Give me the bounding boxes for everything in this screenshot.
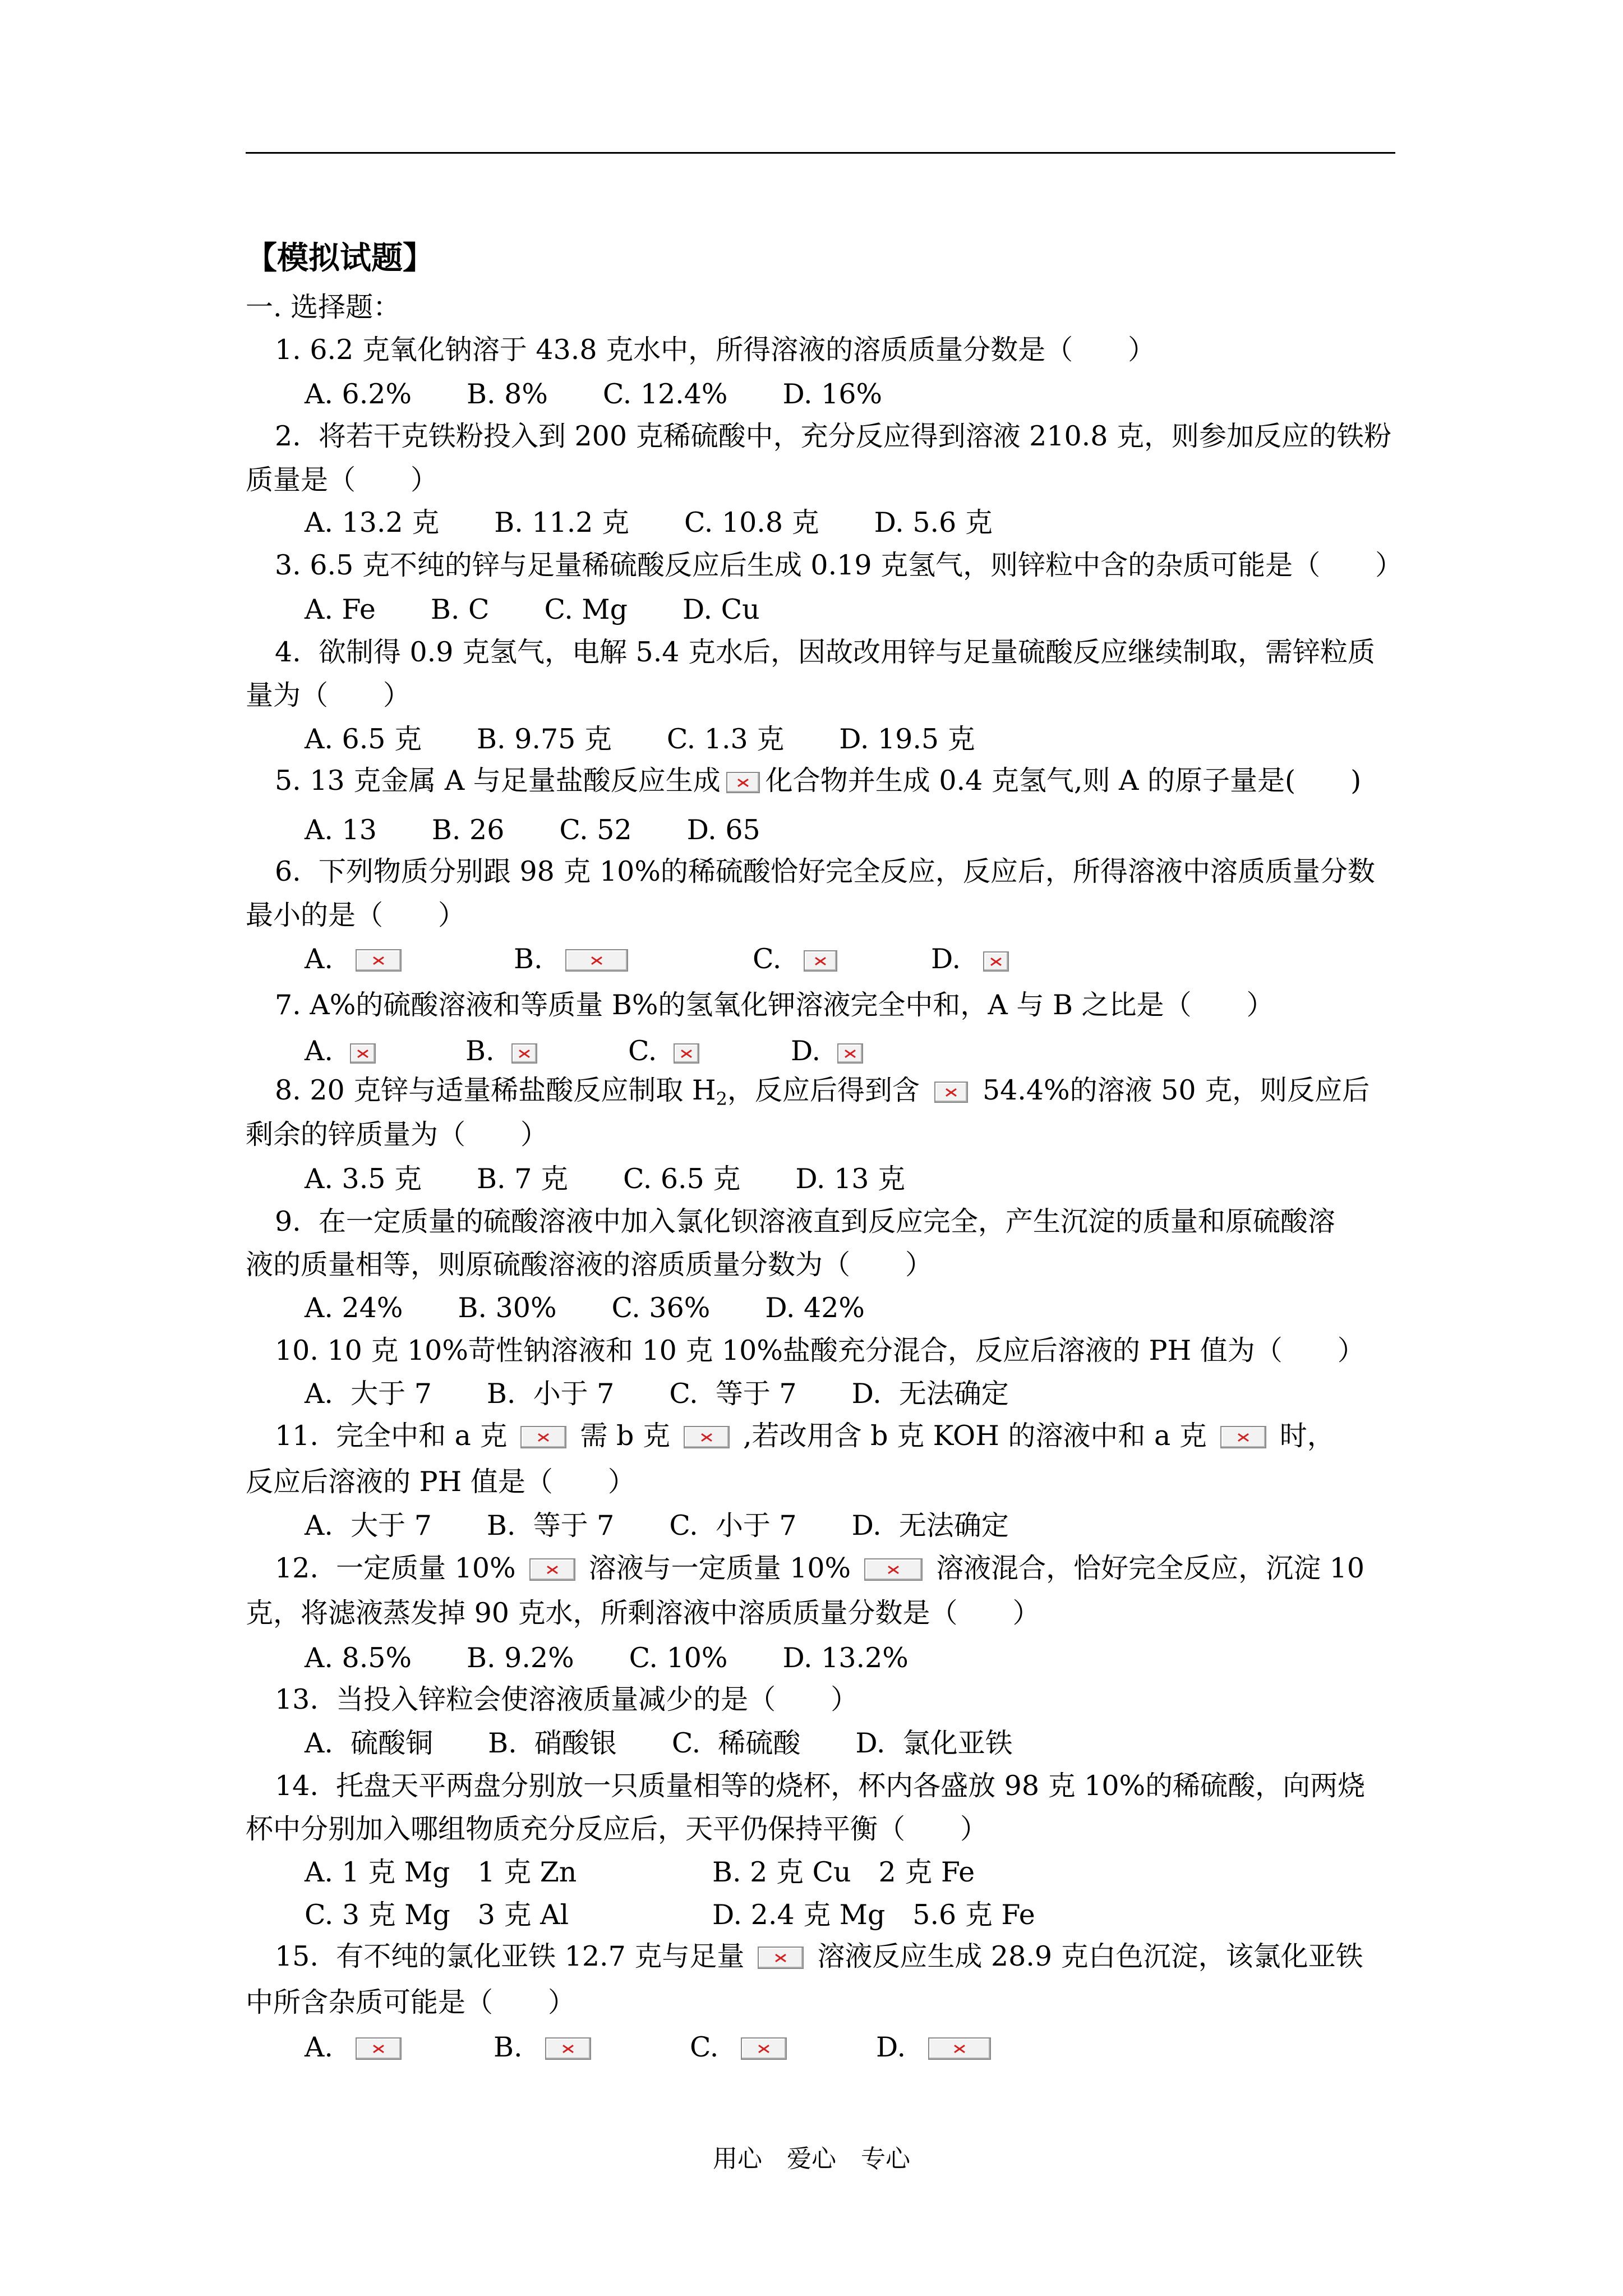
broken-image-icon <box>804 950 837 972</box>
broken-image-icon <box>934 1082 968 1103</box>
question-13-options: A. 硫酸铜 B. 硝酸银 C. 稀硫酸 D. 氯化亚铁 <box>305 1727 1013 1759</box>
broken-image-icon <box>983 951 1009 972</box>
question-6-option-a: A. <box>305 942 407 976</box>
question-3-stem: 3. 6.5 克不纯的锌与足量稀硫酸反应后生成 0.19 克氢气，则锌粒中含的杂质可能是（ ） <box>275 549 1403 581</box>
question-7-stem: 7. A%的硫酸溶液和等质量 B%的氢氧化钾溶液完全中和，A 与 B 之比是（ ） <box>275 989 1274 1021</box>
question-14-stem-cont: 杯中分别加入哪组物质充分反应后，天平仍保持平衡（ ） <box>246 1813 988 1845</box>
question-8-stem-cont: 剩余的锌质量为（ ） <box>246 1119 548 1151</box>
question-8-options: A. 3.5 克 B. 7 克 C. 6.5 克 D. 13 克 <box>305 1163 905 1195</box>
question-15-stem: 15. 有不纯的氯化亚铁 12.7 克与足量 溶液反应生成 28.9 克白色沉淀，该氯化亚铁 <box>275 1940 1363 1972</box>
broken-image-icon <box>520 1426 566 1448</box>
question-10-stem: 10. 10 克 10%苛性钠溶液和 10 克 10%盐酸充分混合，反应后溶液的 PH 值为（ ） <box>275 1335 1365 1366</box>
broken-image-icon <box>864 1558 923 1581</box>
question-14-option-c: C. 3 克 Mg 3 克 Al <box>305 1899 569 1931</box>
broken-image-icon <box>529 1558 575 1581</box>
question-10-options: A. 大于 7 B. 小于 7 C. 等于 7 D. 无法确定 <box>305 1378 1009 1410</box>
broken-image-icon <box>511 1043 537 1064</box>
broken-image-icon <box>356 2037 402 2060</box>
question-6-option-c: C. <box>753 942 843 976</box>
question-9-stem-cont: 液的质量相等，则原硫酸溶液的溶质质量分数为（ ） <box>246 1249 933 1281</box>
question-8-stem: 8. 20 克锌与适量稀盐酸反应制取 $H_2$，反应后得到含 54.4%的溶液 50 克，则反应后 <box>275 1074 1370 1110</box>
question-15-option-b: B. <box>494 2031 597 2064</box>
question-12-stem-cont: 克，将滤液蒸发掉 90 克水，所剩溶液中溶质质量分数是（ ） <box>246 1597 1040 1629</box>
broken-image-icon <box>1220 1426 1266 1448</box>
broken-image-icon <box>565 949 628 972</box>
question-7-option-b: B. <box>465 1034 543 1068</box>
question-11-stem: 11. 完全中和 a 克 需 b 克 ,若改用含 b 克 KOH 的溶液中和 a 克 时， <box>275 1420 1335 1452</box>
broken-image-icon <box>741 2037 787 2060</box>
question-15-option-d: D. <box>876 2031 997 2064</box>
question-4-stem: 4. 欲制得 0.9 克氢气，电解 5.4 克水后，因故改用锌与足量硫酸反应继续制取，需锌粒质 <box>275 636 1376 668</box>
question-15-stem-cont: 中所含杂质可能是（ ） <box>246 1986 576 2018</box>
question-7-option-c: C. <box>628 1034 705 1068</box>
question-14-stem: 14. 托盘天平两盘分别放一只质量相等的烧杯，杯内各盛放 98 克 10%的稀硫酸，向两烧 <box>275 1770 1366 1802</box>
section-title: 【模拟试题】 <box>246 240 434 277</box>
question-14-option-d: D. 2.4 克 Mg 5.6 克 Fe <box>712 1899 1035 1931</box>
question-4-stem-cont: 量为（ ） <box>246 679 411 711</box>
question-5-options: A. 13 B. 26 C. 52 D. 65 <box>305 814 760 846</box>
question-6-stem: 6. 下列物质分别跟 98 克 10%的稀硫酸恰好完全反应，反应后，所得溶液中溶质质量分数 <box>275 855 1375 887</box>
question-6-option-d: D. <box>931 942 1015 976</box>
question-11-options: A. 大于 7 B. 等于 7 C. 小于 7 D. 无法确定 <box>305 1510 1009 1542</box>
broken-image-icon <box>545 2037 591 2060</box>
broken-image-icon <box>726 772 760 793</box>
question-7-option-d: D. <box>791 1034 869 1068</box>
broken-image-icon <box>684 1426 730 1448</box>
broken-image-icon <box>350 1043 376 1064</box>
question-1-options: A. 6.2% B. 8% C. 12.4% D. 16% <box>305 378 883 410</box>
broken-image-icon <box>674 1043 699 1064</box>
question-12-options: A. 8.5% B. 9.2% C. 10% D. 13.2% <box>305 1642 909 1674</box>
question-13-stem: 13. 当投入锌粒会使溶液质量减少的是（ ） <box>275 1683 859 1715</box>
question-9-stem: 9. 在一定质量的硫酸溶液中加入氯化钡溶液直到反应完全，产生沉淀的质量和原硫酸溶 <box>275 1205 1335 1237</box>
question-7-option-a: A. <box>305 1034 381 1068</box>
broken-image-icon <box>758 1947 804 1969</box>
question-11-stem-cont: 反应后溶液的 PH 值是（ ） <box>246 1466 635 1498</box>
question-6-stem-cont: 最小的是（ ） <box>246 899 466 931</box>
question-12-stem: 12. 一定质量 10% 溶液与一定质量 10% 溶液混合，恰好完全反应，沉淀 10 <box>275 1552 1365 1584</box>
question-6-option-b: B. <box>514 942 634 976</box>
part-heading: 一. 选择题： <box>246 291 401 323</box>
subscript-2: 2 <box>716 1088 727 1110</box>
question-4-options: A. 6.5 克 B. 9.75 克 C. 1.3 克 D. 19.5 克 <box>305 723 975 755</box>
question-1-stem: 1. 6.2 克氧化钠溶于 43.8 克水中，所得溶液的溶质质量分数是（ ） <box>275 334 1156 366</box>
question-15-option-a: A. <box>305 2031 407 2064</box>
question-15-option-c: C. <box>690 2031 792 2064</box>
question-14-option-a: A. 1 克 Mg 1 克 Zn <box>305 1856 577 1888</box>
question-3-options: A. Fe B. C C. Mg D. Cu <box>305 593 760 625</box>
broken-image-icon <box>928 2037 991 2060</box>
broken-image-icon <box>356 949 402 972</box>
question-2-options: A. 13.2 克 B. 11.2 克 C. 10.8 克 D. 5.6 克 <box>305 507 993 539</box>
header-rule <box>246 152 1395 154</box>
question-2-stem-cont: 质量是（ ） <box>246 464 439 496</box>
page-footer: 用心 爱心 专心 <box>713 2145 910 2173</box>
question-2-stem: 2. 将若干克铁粉投入到 200 克稀硫酸中，充分反应得到溶液 210.8 克，则参加反应的铁粉 <box>275 420 1392 452</box>
question-5-stem: 5. 13 克金属 A 与足量盐酸反应生成 化合物并生成 0.4 克氢气,则 A 的原子量是( ) <box>275 765 1362 797</box>
question-14-option-b: B. 2 克 Cu 2 克 Fe <box>712 1856 975 1888</box>
broken-image-icon <box>837 1043 863 1064</box>
question-9-options: A. 24% B. 30% C. 36% D. 42% <box>305 1292 865 1324</box>
